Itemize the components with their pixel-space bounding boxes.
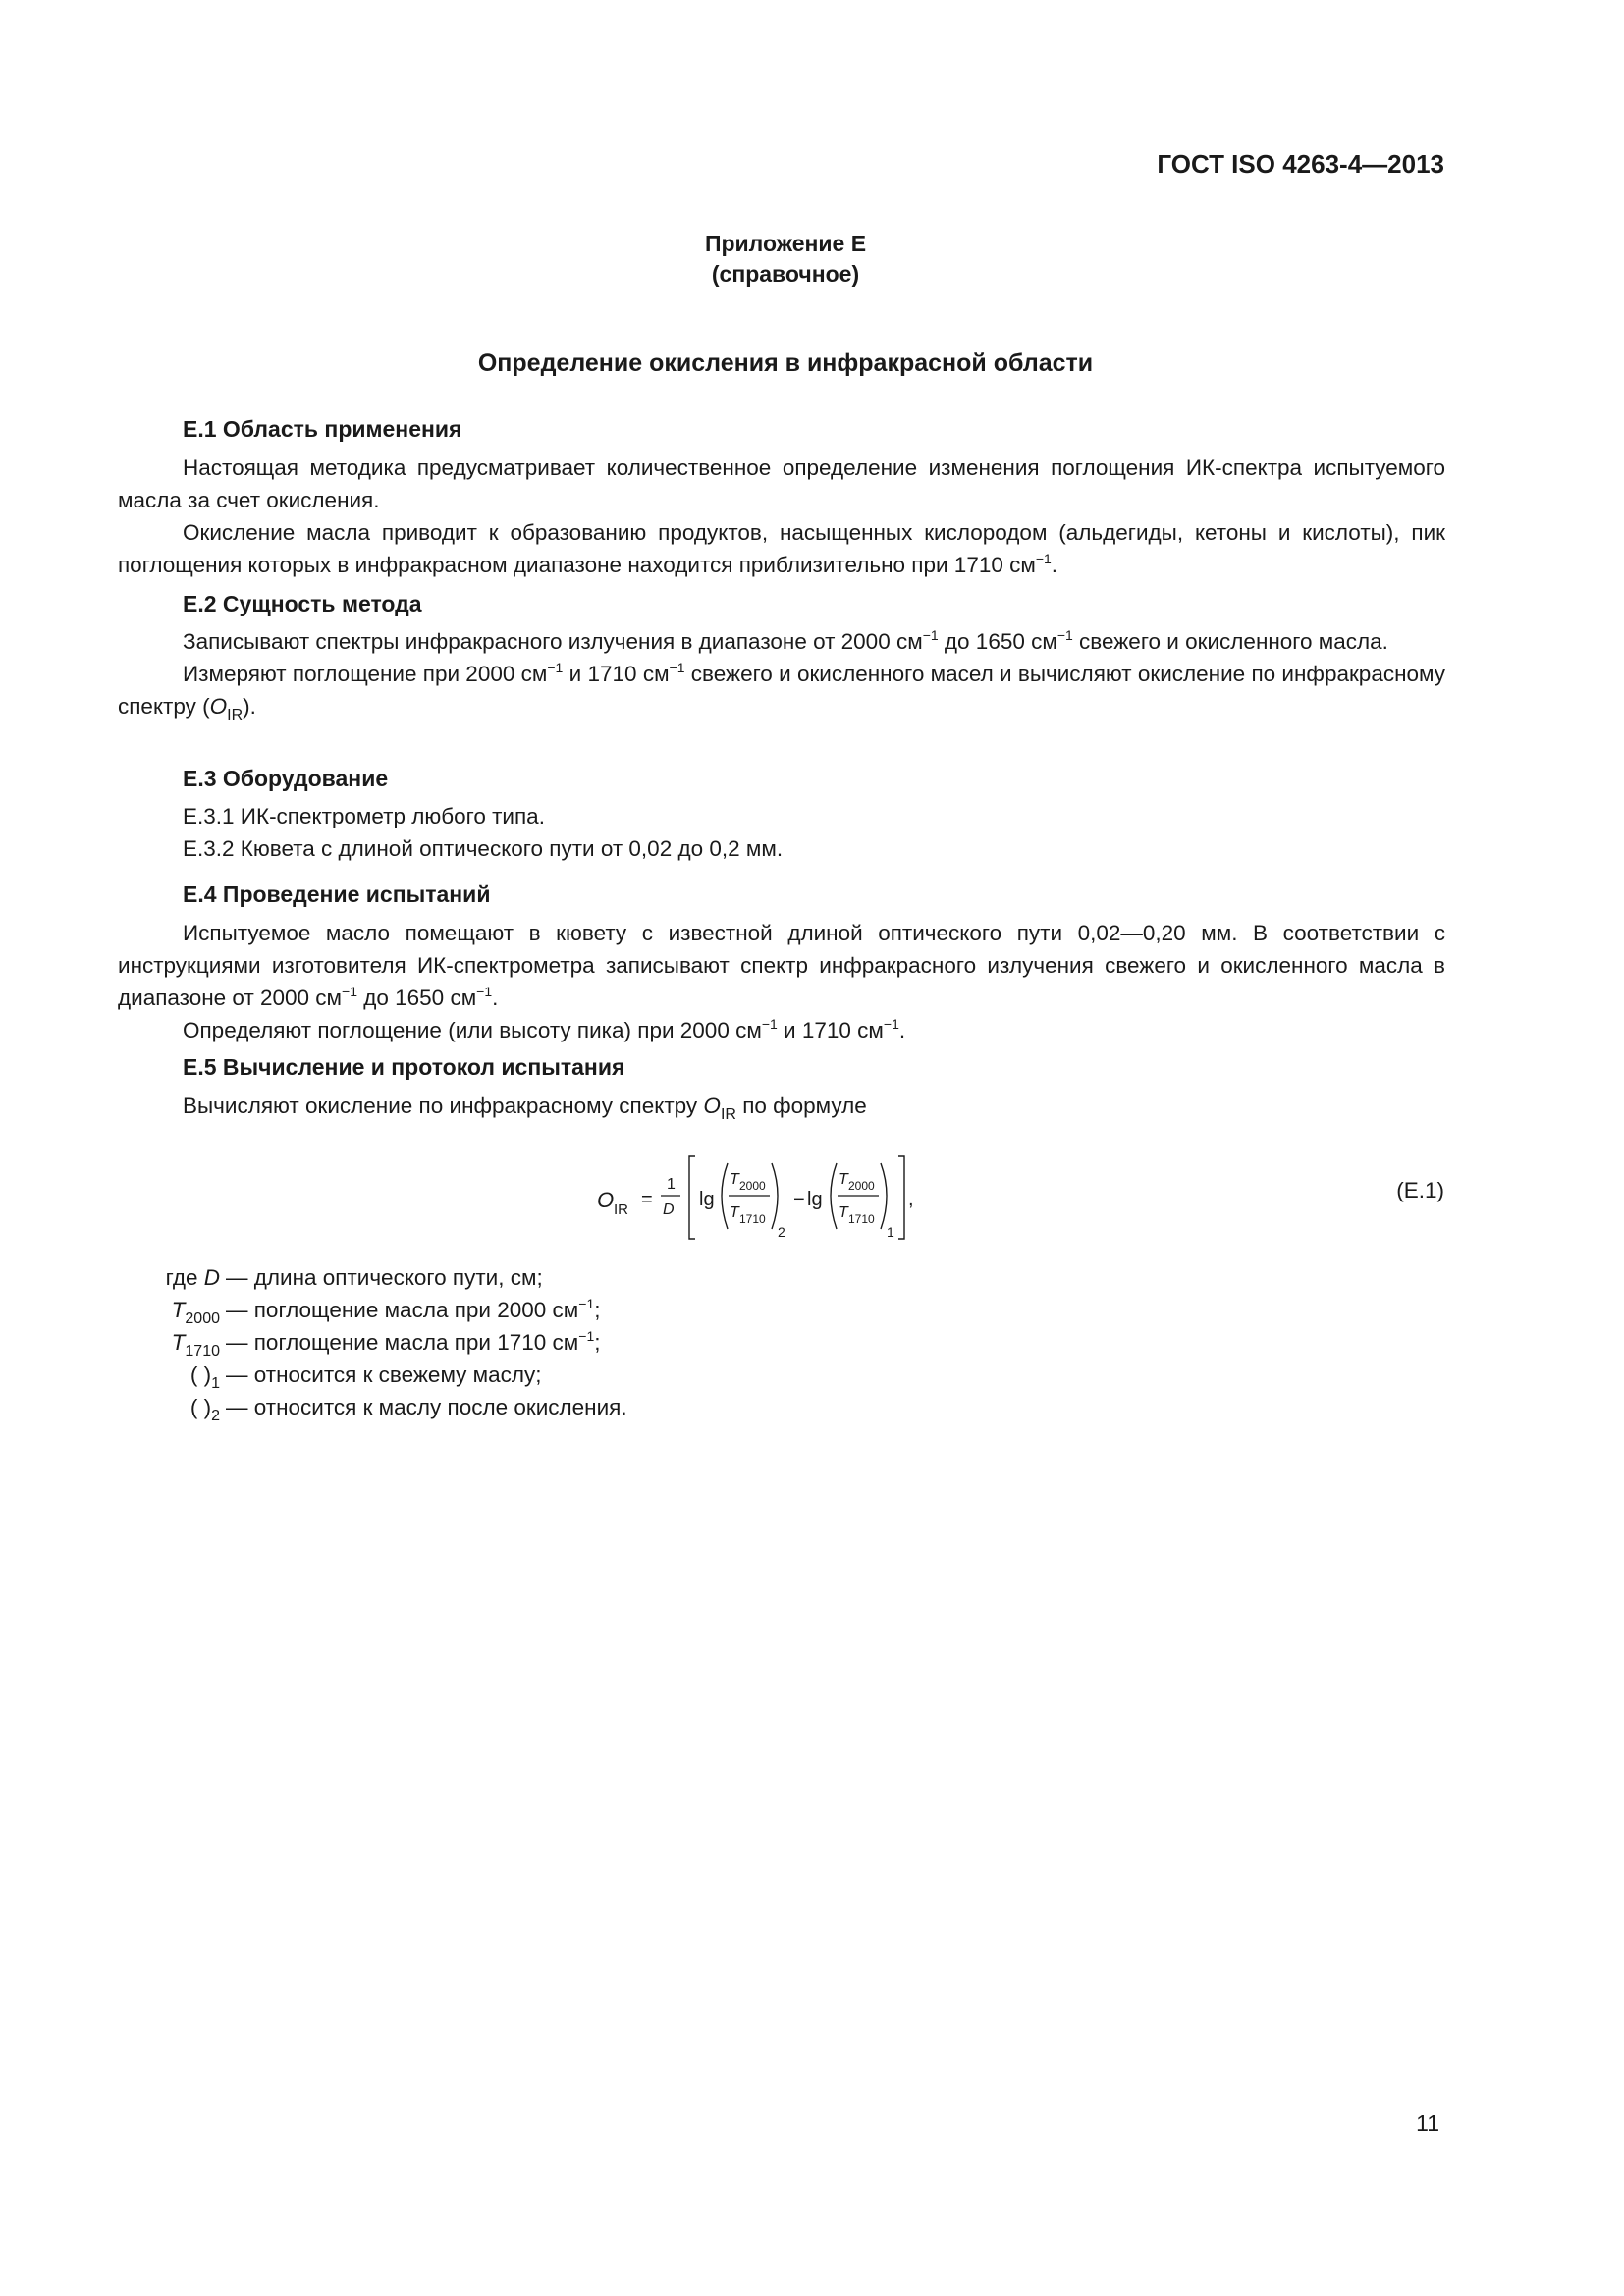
where-label: где [165, 1265, 198, 1290]
formula-t-num-1: T [839, 1171, 848, 1188]
definition-text: — поглощение масла при 2000 $см^{-1}$; [226, 1296, 601, 1322]
formula-lhs-symbol: O [597, 1188, 615, 1212]
symbol-t: T [171, 1330, 186, 1355]
section-body-e2 [118, 625, 1445, 722]
paragraph: Вычисляют окисление по инфракрасному спектру $O_{IR}$ по формуле [183, 1094, 867, 1123]
paragraph: Настоящая методика предусматривает количественное определение изменения поглощения ИК-спектра испытуемого масла за счет окисления. [118, 455, 1445, 512]
section-body-e5 [118, 1090, 1445, 1122]
paragraph: Определяют поглощение (или высоту пика) при 2000 $см^{-1}$ и 1710 $см^{-1}$. [183, 1016, 906, 1042]
paragraph: Испытуемое масло помещают в кювету с известной длиной оптического пути 0,02—0,20 мм. В соответствии с инструкциями изготовителя ИК-спектрометра записывают спектр инфракрасного излучения свежего и окисленного масла в диапазоне от 2000 $см^{-1}$ до 1650 $см^{-1}$. [118, 921, 1445, 1010]
definition-row: ( )$_1$ — относится к свежему маслу; [118, 1359, 627, 1391]
definition-text: — относится к маслу после окисления. [226, 1395, 627, 1419]
appendix-title: Приложение Е [704, 231, 867, 256]
formula-lg-1: lg [699, 1189, 715, 1210]
symbol-d: D [203, 1265, 220, 1290]
definition-row: $T_{2000}$ — поглощение масла при 2000 $см^{-1}$; [171, 1296, 601, 1327]
formula-t-num-2: T [730, 1171, 739, 1188]
definition-text: — относится к свежему маслу; [226, 1362, 542, 1387]
formula-numerator-one: 1 [667, 1176, 676, 1193]
formula-lg-2: lg [807, 1189, 823, 1210]
formula-index-1: 1 [887, 1224, 894, 1240]
definition-row: $T_{1710}$ — поглощение масла при 1710 $см^{-1}$; [171, 1328, 601, 1360]
definition-text: — длина оптического пути, см; [226, 1265, 543, 1290]
definition-row: ( )$_2$ — относится к маслу после окисления. [118, 1391, 627, 1423]
formula-sub-2000-2: 2000 [739, 1179, 766, 1193]
formula-t-den-1: T [839, 1204, 848, 1221]
paragraph: Измеряют поглощение при 2000 $см^{-1}$ и 1710 $см^{-1}$ свежего и окисленного масел и вычисляют окисление по инфракрасному спектру $(O_{IR})$. [118, 660, 1445, 723]
formula-sub-1710-1: 1710 [848, 1212, 875, 1226]
section-body-e1 [118, 452, 1445, 581]
definition-text: — поглощение масла при 1710 $см^{-1}$; [226, 1328, 601, 1355]
section-body-e4 [118, 917, 1445, 1046]
formula-index-2: 2 [778, 1224, 785, 1240]
formula-equals: = [641, 1189, 653, 1210]
symbol-paren: ( ) [189, 1395, 212, 1419]
section-heading-e4: Е.4 Проведение испытаний [183, 881, 491, 907]
formula-sub-1710-2: 1710 [739, 1212, 766, 1226]
formula-e1 [579, 1148, 992, 1247]
section-heading-e1: Е.1 Область применения [183, 416, 462, 442]
symbol-paren: ( ) [189, 1362, 212, 1387]
list-item: Е.3.1 ИК-спектрометр любого типа. [183, 804, 545, 828]
definition-row [118, 1261, 627, 1294]
paragraph: Окисление масла приводит к образованию продуктов, насыщенных кислородом (альдегиды, кетоны и кислоты), пик поглощения которых в инфракрасном диапазоне находится приблизительно при 1710 $см^{-1}$. [118, 520, 1445, 577]
definitions-list [118, 1261, 627, 1423]
formula-sub-2000-1: 2000 [848, 1179, 875, 1193]
standard-code: ГОСТ ISO 4263-4—2013 [1157, 149, 1444, 179]
appendix-type: (справочное) [711, 261, 860, 287]
paragraph: Записывают спектры инфракрасного излучения в диапазоне от 2000 $см^{-1}$ до 1650 $см^{-1}$ свежего и окисленного масла. [183, 627, 1388, 654]
formula-denominator-d: D [663, 1201, 675, 1218]
page-number: 11 [1416, 2110, 1439, 2136]
section-body-e3 [118, 800, 1445, 865]
main-title: Определение окисления в инфракрасной области [477, 349, 1094, 377]
list-item: Е.3.2 Кювета с длиной оптического пути от 0,02 до 0,2 мм. [183, 836, 784, 861]
formula-lhs-sub: IR [614, 1201, 628, 1218]
formula-minus: − [793, 1189, 805, 1210]
symbol-t: T [171, 1298, 186, 1322]
section-heading-e2: Е.2 Сущность метода [183, 591, 422, 616]
section-heading-e3: Е.3 Оборудование [183, 766, 389, 791]
formula-comma: , [908, 1189, 914, 1210]
equation-number: (Е.1) [1396, 1178, 1444, 1202]
section-heading-e5: Е.5 Вычисление и протокол испытания [183, 1054, 625, 1080]
formula-t-den-2: T [730, 1204, 739, 1221]
